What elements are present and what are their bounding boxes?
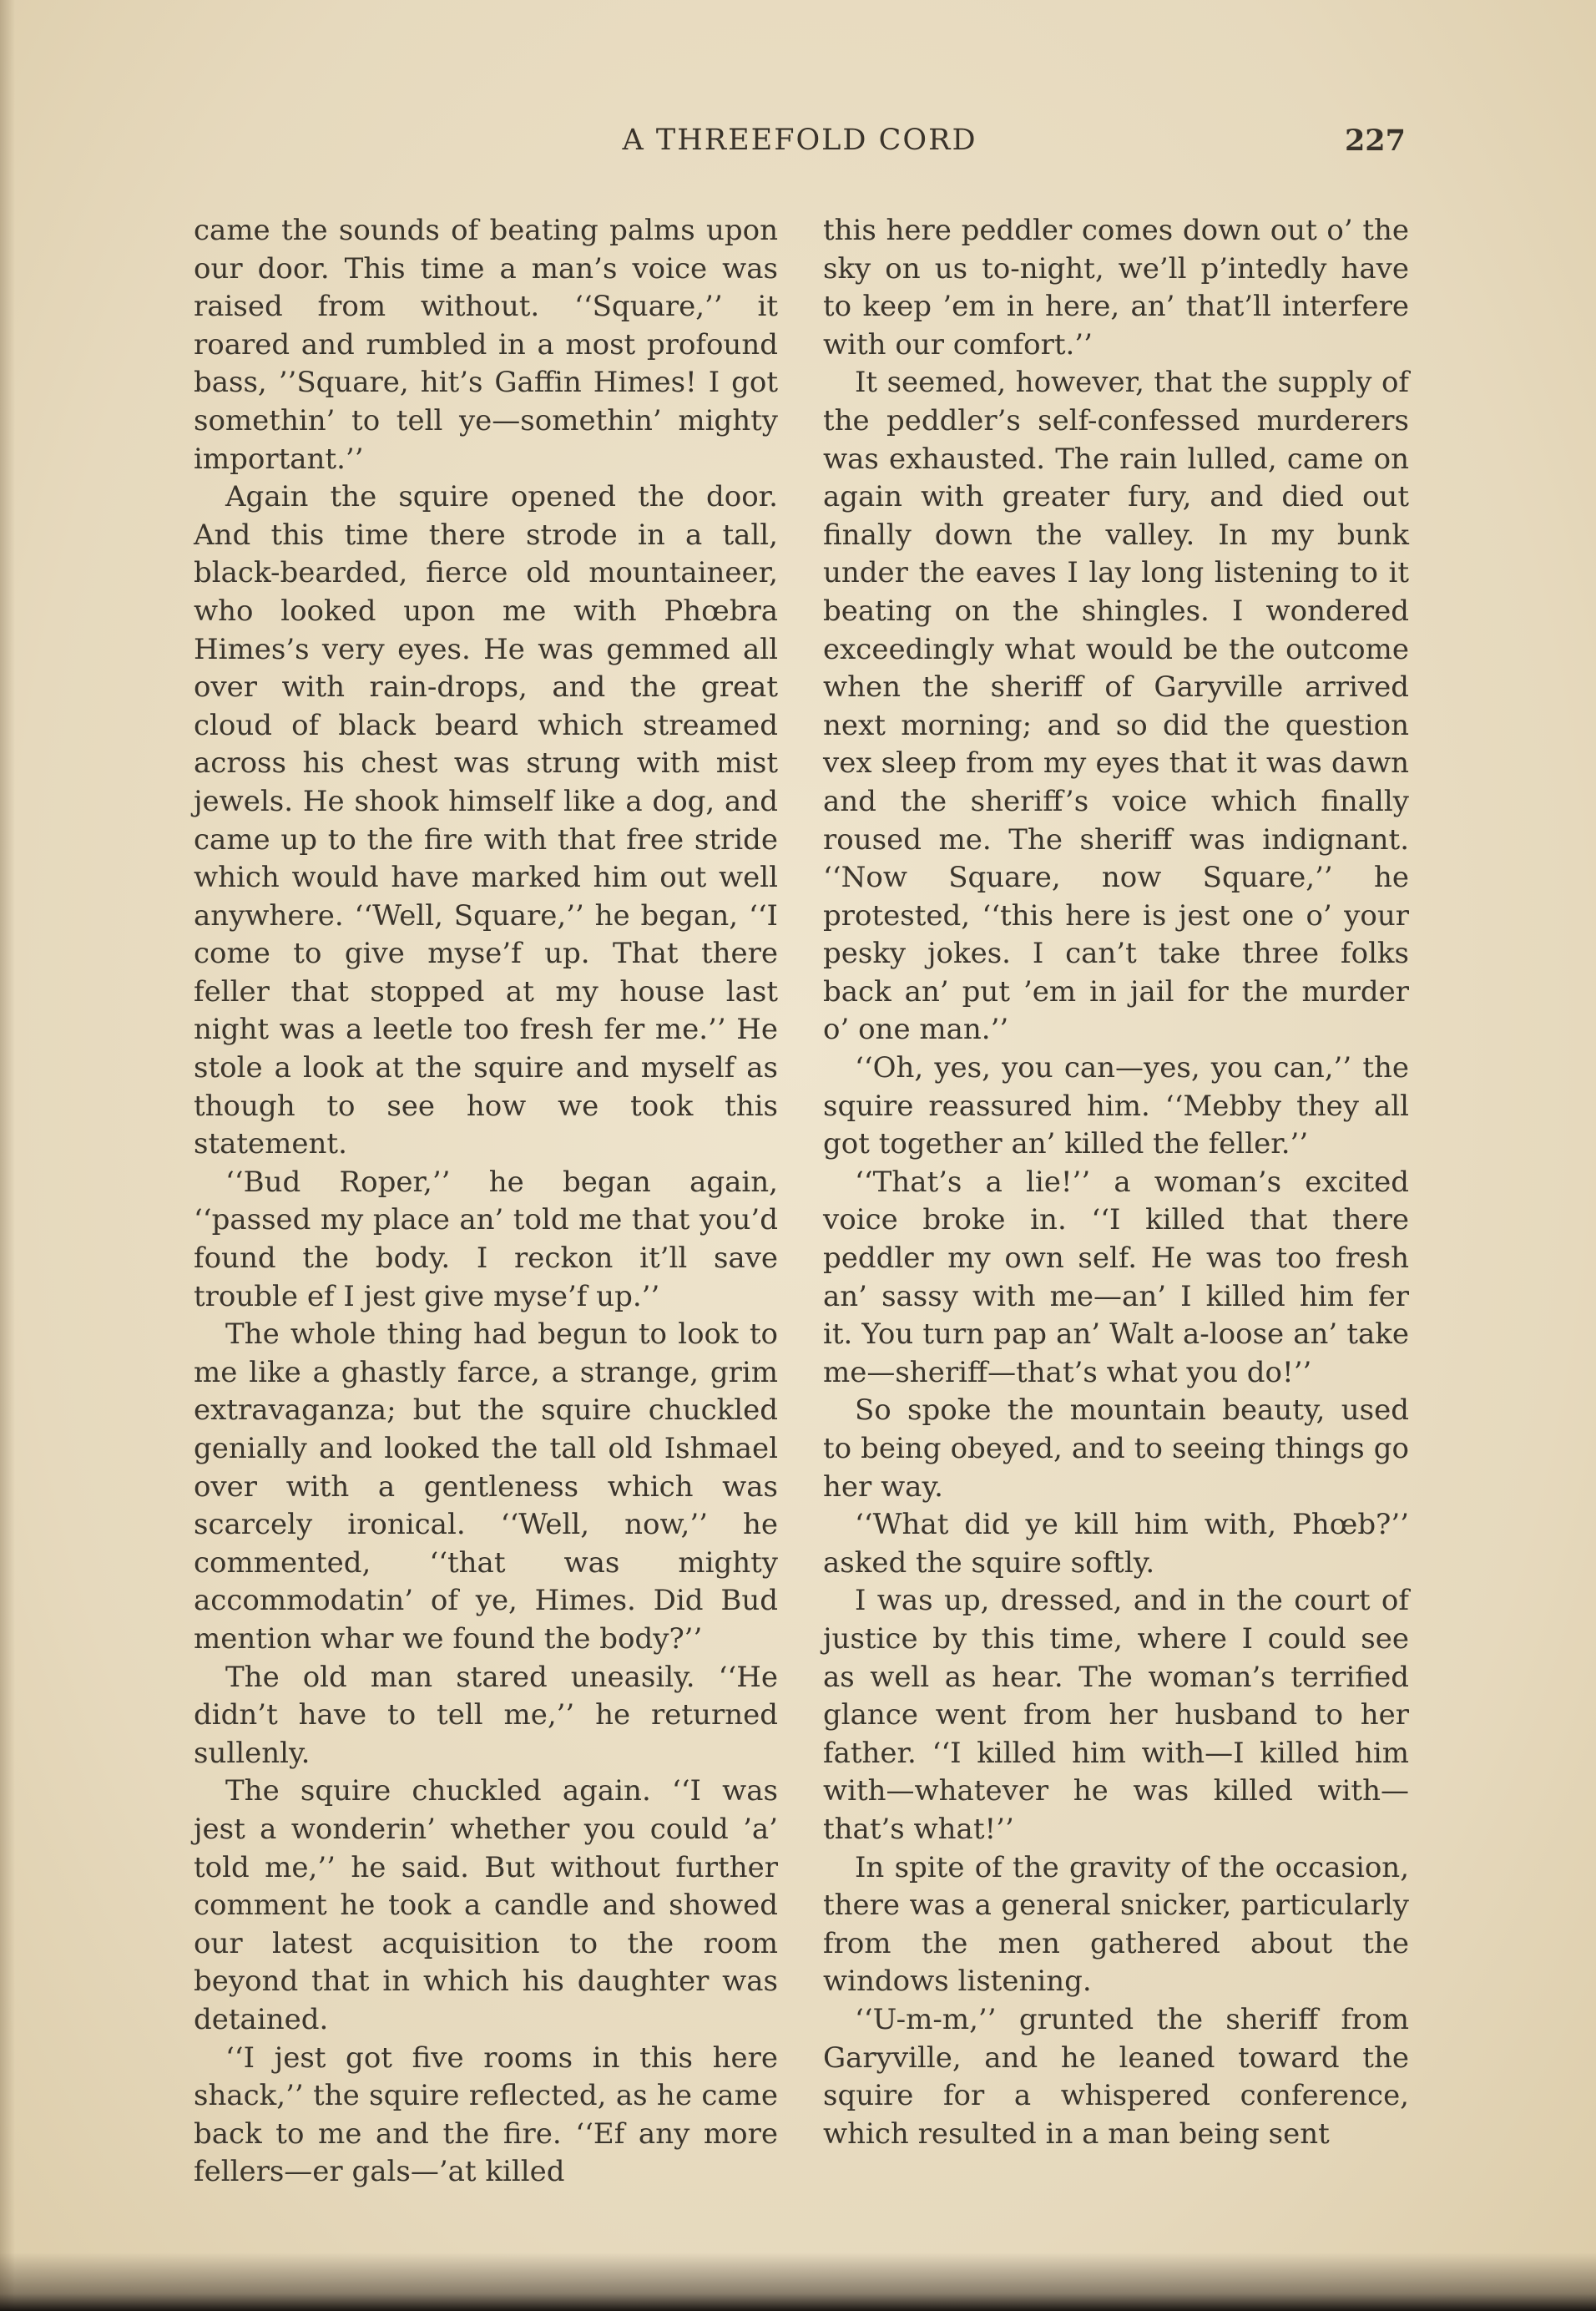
paragraph: In spite of the gravity of the occasion, there was a general snicker, particularly from the men gathered about the windows listening.	[823, 1850, 1409, 1999]
paragraph: The whole thing had begun to look to me like a ghastly farce, a strange, grim extravaganza; but the squire chuckled genially and looked the tall old Ishmael over with a gentleness which was scarcely ironical. ‘‘Well, now,’’ he commented, ‘‘that was mighty accommodatin’ of ye, Himes. Did Bud mention whar we found the body?’’	[194, 1317, 778, 1656]
scan-bottom-shadow	[0, 2253, 1596, 2311]
paragraph: Again the squire opened the door. And this time there strode in a tall, black-bearded, fierce old mountaineer, who looked upon me with Phœbra Himes’s very eyes. He was gemmed all over with rain-drops, and the great cloud of black beard which streamed across his chest was strung with mist jewels. He shook himself like a dog, and came up to the fire with that free stride which would have marked him out well anywhere. ‘‘Well, Square,’’ he began, ‘‘I come to give myse’f up. That there feller that stopped at my house last night was a leetle too fresh fer me.’’ He stole a look at the squire and myself as though to see how we took this statement.	[194, 480, 778, 1161]
paragraph: ‘‘What did ye kill him with, Phœb?’’ asked the squire softly.	[823, 1508, 1409, 1580]
paragraph: ‘‘That’s a lie!’’ a woman’s excited voice broke in. ‘‘I killed that there peddler my own self. He was too fresh an’ sassy with me—an’ I killed him fer it. You turn pap an’ Walt a-loose an’ take me—sheriff—that’s what you do!’’	[823, 1165, 1409, 1389]
paragraph: ‘‘Bud Roper,’’ he began again, ‘‘passed my place an’ told me that you’d found the body. I reckon it’ll save trouble ef I jest give myse’f up.’’	[194, 1165, 778, 1313]
page-edge-shading	[0, 0, 15, 2311]
paragraph: The squire chuckled again. ‘‘I was jest a wonderin’ whether you could ’a’ told me,’’ he said. But without further comment he took a candle and showed our latest acquisition to the room beyond that in which his daughter was detained.	[194, 1774, 778, 2036]
paragraph: ‘‘Oh, yes, you can—yes, you can,’’ the squire reassured him. ‘‘Mebby they all got together an’ killed the feller.’’	[823, 1051, 1409, 1161]
right-column	[823, 212, 1409, 2153]
paragraph: ‘‘U-m-m,’’ grunted the sheriff from Garyville, and he leaned toward the squire for a whispered conference, which resulted in a man being sent	[823, 2002, 1409, 2151]
running-title: A THREEFOLD CORD	[622, 124, 977, 157]
paragraph: It seemed, however, that the supply of the peddler’s self-confessed murderers was exhausted. The rain lulled, came on again with greater fury, and died out finally down the valley. In my bunk under the eaves I lay long listening to it beating on the shingles. I wondered exceedingly what would be the outcome when the sheriff of Garyville arrived next morning; and so did the question vex sleep from my eyes that it was dawn and the sheriff’s voice which finally roused me. The sheriff was indignant. ‘‘Now Square, now Square,’’ he protested, ‘‘this here is jest one o’ your pesky jokes. I can’t take three folks back an’ put ’em in jail for the murder o’ one man.’’	[823, 366, 1409, 1047]
page-number: 227	[1344, 124, 1406, 158]
page-header	[194, 124, 1406, 170]
paragraph: I was up, dressed, and in the court of justice by this time, where I could see as well as hear. The woman’s terrified glance went from her husband to her father. ‘‘I killed him with—I killed him with—whatever he was killed with—that’s what!’’	[823, 1584, 1409, 1846]
paragraph: came the sounds of beating palms upon our door. This time a man’s voice was raised from without. ‘‘Square,’’ it roared and rumbled in a most profound bass, ’’Square, hit’s Gaffin Himes! I got somethin’ to tell ye—somethin’ mighty important.’’	[194, 214, 778, 476]
left-column	[194, 212, 778, 2192]
paragraph: this here peddler comes down out o’ the sky on us to-night, we’ll p’intedly have to keep ’em in here, an’ that’ll interfere with our comfort.’’	[823, 214, 1409, 362]
paragraph: So spoke the mountain beauty, used to being obeyed, and to seeing things go her way.	[823, 1393, 1409, 1504]
paragraph: ‘‘I jest got five rooms in this here shack,’’ the squire reflected, as he came back to me and the fire. ‘‘Ef any more fellers—er gals—’at killed	[194, 2040, 778, 2189]
paragraph: The old man stared uneasily. ‘‘He didn’t have to tell me,’’ he returned sullenly.	[194, 1660, 778, 1770]
